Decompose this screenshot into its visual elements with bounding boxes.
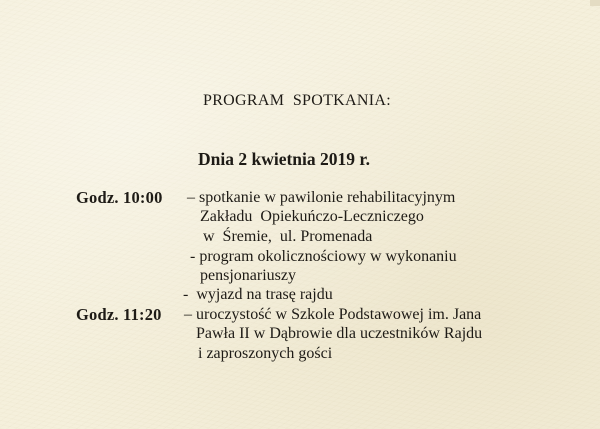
entry-line: – spotkanie w pawilonie rehabilitacyjnym — [187, 189, 456, 206]
entry-line: i zaproszonych gości — [198, 345, 333, 362]
entry-line: pensjonariuszy — [200, 267, 296, 284]
entry-time: Godz. 10:00 — [76, 188, 163, 207]
event-date: Dnia 2 kwietnia 2019 r. — [198, 149, 370, 169]
entry-line: – uroczystość w Szkole Podstawowej im. Jana — [184, 306, 482, 323]
entry-line: Zakładu Opiekuńczo-Leczniczego — [200, 208, 424, 225]
entry-time: Godz. 11:20 — [76, 305, 162, 324]
entry-line: w Śremie, ul. Promenada — [203, 228, 373, 245]
entry-line: - wyjazd na trasę rajdu — [183, 286, 333, 303]
program-title: PROGRAM SPOTKANIA: — [203, 92, 391, 109]
entry-line: Pawła II w Dąbrowie dla uczestników Rajdu — [196, 325, 483, 342]
entry-line: - program okolicznościowy w wykonaniu — [190, 248, 457, 265]
scan-edge-mark — [590, 0, 600, 6]
